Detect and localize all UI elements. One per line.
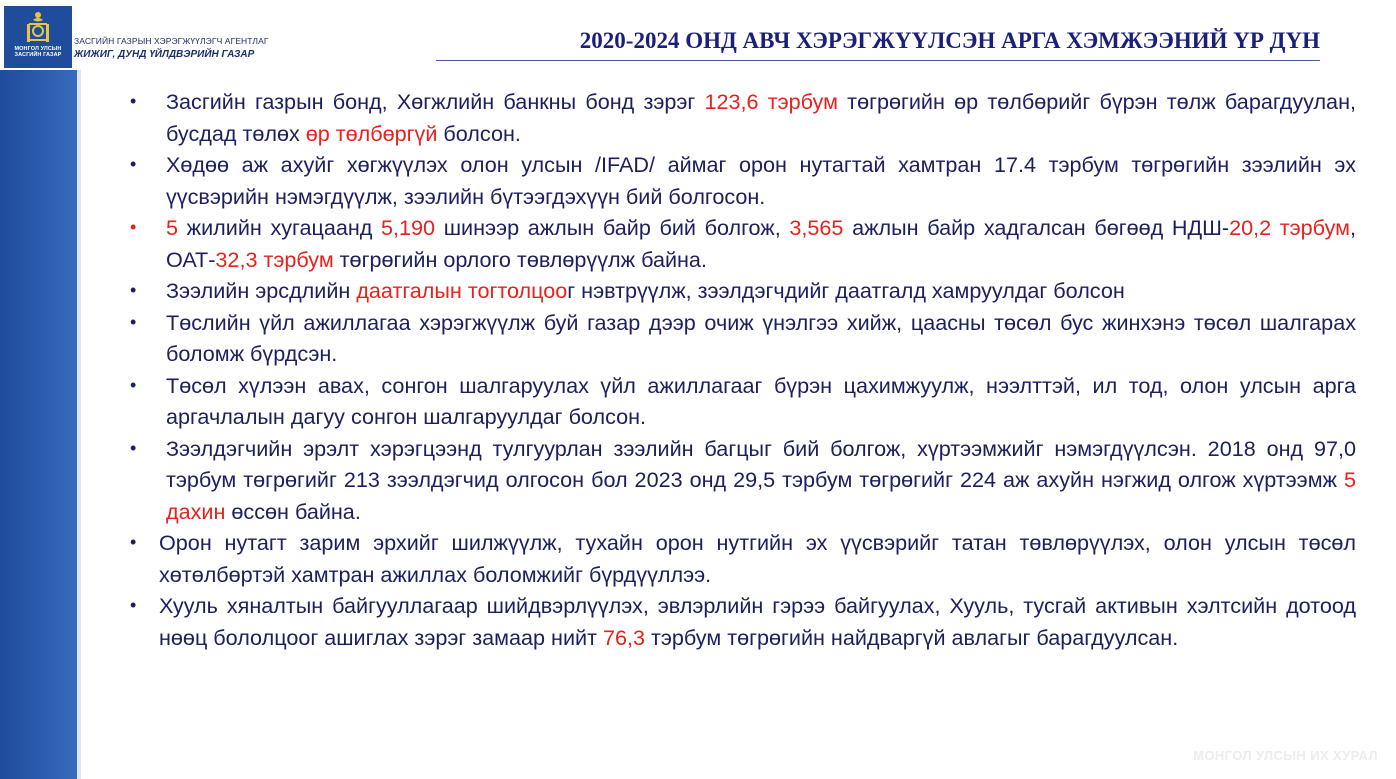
bullet-text: өссөн байна. <box>225 498 361 524</box>
bullet-dot-icon: • <box>130 311 137 332</box>
bullet-text: Зээлдэгчийн эрэлт хэрэгцээнд тулгуурлан зээлийн багцыг бий болгож, хүртээмжийг нэмэгдүүлсэн. 2018 онд 97,0 тэрбум төгрөгийг 213 зээлдэгчид олгосон бол 2023 онд 29,5 тэрбум төгрөгийг 224 аж ахуйн нэгжид олгож хүртээмж <box>166 435 1356 492</box>
bullet-item <box>124 307 1356 370</box>
bullet-text: г нэвтрүүлж, зээлдэгчдийг даатгалд хамруулдаг болсон <box>567 278 1125 303</box>
highlight-text: 123,6 тэрбум <box>704 89 838 114</box>
bullet-list <box>124 86 1356 653</box>
bullet-text: Хууль хяналтын байгууллагаар шийдвэрлүүлэх, эвлэрлийн гэрээ байгуулах, Хууль, тусгай активын хэлтсийн дотоод нөөц бололцоог ашиглах зэрэг замаар нийт <box>159 593 1356 650</box>
highlight-text: 5 <box>166 215 179 240</box>
highlight-text: 20,2 тэрбум <box>1229 215 1350 240</box>
bullet-item <box>124 275 1356 307</box>
soyombo-emblem-icon <box>23 10 53 46</box>
highlight-text: 32,3 тэрбум <box>215 246 334 272</box>
page-title: 2020-2024 ОНД АВЧ ХЭРЭГЖҮҮЛСЭН АРГА ХЭМЖЭЭНИЙ ҮР ДҮН <box>579 28 1320 53</box>
highlight-text: 3,565 <box>789 215 844 240</box>
agency-line-1: ЗАСГИЙН ГАЗРЫН ХЭРЭГЖҮҮЛЭГЧ АГЕНТЛАГ <box>74 36 269 46</box>
bullet-dot-icon: • <box>130 437 137 458</box>
bullet-text: болсон. <box>437 120 521 146</box>
bullet-text: ажлын байр хадгалсан бөгөөд НДШ- <box>843 215 1230 240</box>
bullet-item <box>124 149 1356 212</box>
bullet-text: тэрбум төгрөгийн найдваргүй авлагыг барагдуулсан. <box>645 624 1179 650</box>
bullet-text: Төсөл хүлээн авах, сонгон шалгаруулах үйл ажиллагааг бүрэн цахимжуулж, нээлттэй, ил тод, олон улсын арга аргачлалын дагуу сонгон шалгаруулдаг болсон. <box>166 372 1356 429</box>
bullet-text: Засгийн газрын бонд, Хөгжлийн банкны бонд зэрэг <box>166 89 705 114</box>
slide-header <box>0 0 1396 70</box>
bullet-text: төгрөгийн өр төлбөрийг бүрэн төлж барагдуулан, бусдад төлөх <box>166 89 1356 146</box>
agency-line-2: ЖИЖИГ, ДУНД ҮЙЛДВЭРИЙН ГАЗАР <box>74 49 255 60</box>
bullet-text: төгрөгийн орлого төвлөрүүлж байна. <box>333 246 707 272</box>
bullet-text: Орон нутагт зарим эрхийг шилжүүлж, тухайн орон нутгийн эх үүсвэрийг татан төвлөрүүлэх, олон улсын төсөл хөтөлбөртэй хамтран ажиллах боломжийг бүрдүүллээ. <box>159 530 1356 587</box>
title-underline <box>436 60 1320 61</box>
bullet-dot-icon: • <box>130 374 137 395</box>
bullet-item <box>124 86 1356 149</box>
slide-content <box>124 86 1356 653</box>
bullet-item <box>124 527 1356 590</box>
bullet-dot-icon: • <box>130 280 137 300</box>
highlight-text: 5,190 <box>381 215 436 240</box>
highlight-text: даатгалын тогтолцоо <box>356 278 568 303</box>
emblem-caption: МОНГОЛ УЛСЫН ЗАСГИЙН ГАЗАР <box>14 46 62 58</box>
government-logo <box>4 6 72 68</box>
watermark: МОНГОЛ УЛСЫН ИХ ХУРАЛ <box>1193 748 1378 763</box>
bullet-text: Хөдөө аж ахуйг хөгжүүлэх олон улсын /IFAD/ аймаг орон нутагтай хамтран 17.4 тэрбум төгрөгийн зээлийн эх үүсвэрийн нэмэгдүүлж, зээлийн бүтээгдэхүүн бий болгосон. <box>166 152 1356 209</box>
bullet-text: Зээлийн эрсдлийн <box>166 278 357 303</box>
bullet-item <box>124 590 1356 653</box>
bullet-dot-icon: • <box>130 154 137 174</box>
agency-name <box>74 36 269 60</box>
bullet-text: Төслийн үйл ажиллагаа хэрэгжүүлж буй газар дээр очиж үнэлгээ хийж, цаасны төсөл бус жинхэнэ төсөл шалгарах боломж бүрдсэн. <box>166 309 1356 366</box>
left-sidebar-band <box>0 70 80 779</box>
bullet-item <box>124 433 1356 528</box>
bullet-item <box>124 212 1356 275</box>
highlight-text: 76,3 <box>602 624 645 650</box>
bullet-dot-icon: • <box>130 532 137 552</box>
highlight-text: 5 дахин <box>166 467 1356 524</box>
bullet-dot-icon: • <box>130 91 137 111</box>
bullet-dot-icon: • <box>130 595 137 615</box>
bullet-item <box>124 370 1356 433</box>
bullet-dot-icon: • <box>130 217 137 237</box>
highlight-text: өр төлбөргүй <box>305 120 438 146</box>
bullet-text: шинээр ажлын байр бий болгож, <box>435 215 790 240</box>
bullet-text: , ОАТ- <box>166 215 1356 272</box>
bullet-text: жилийн хугацаанд <box>178 215 382 240</box>
